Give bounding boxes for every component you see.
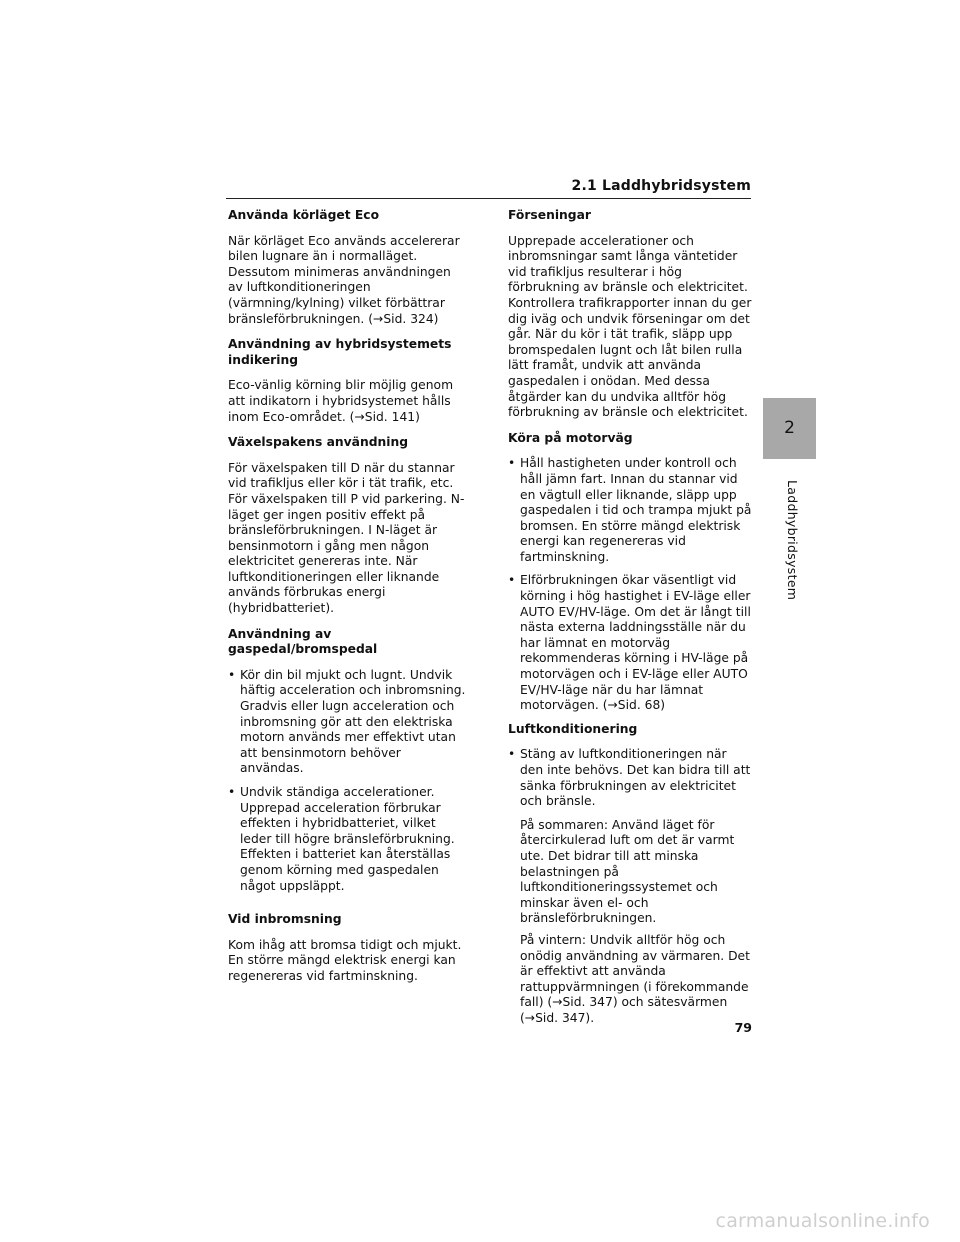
bullet-icon: • xyxy=(508,747,516,762)
heading-gear-lever: Växelspakens användning xyxy=(228,435,409,450)
list-item xyxy=(228,785,468,894)
list-item xyxy=(508,747,752,809)
bullet-text: Stäng av luftkonditioneringen när den inte behövs. Det kan bidra till att sänka förbrukningen av elektricitet och bränsle. xyxy=(520,747,751,809)
heading-highway: Köra på motorväg xyxy=(508,430,633,445)
heading-pedals: Användning av gaspedal/bromspedal xyxy=(228,626,378,657)
heading-delays: Förseningar xyxy=(508,208,591,222)
watermark: carmanualsonline.info xyxy=(715,1210,930,1232)
paragraph-winter: På vintern: Undvik alltför hög och onödig användning av värmaren. Det är effektivt att använda rattuppvärmningen (i förekommande fall) (→Sid. 347) och sätesvärmen (→Sid. 347). xyxy=(520,932,750,1025)
paragraph-braking: Kom ihåg att bromsa tidigt och mjukt. En större mängd elektrisk energi kan regenereras vid fartminskning. xyxy=(228,937,462,983)
chapter-number: 2 xyxy=(784,418,795,438)
list-item xyxy=(508,573,752,713)
section-title: 2.1 Laddhybridsystem xyxy=(571,178,751,194)
chapter-side-label: Laddhybridsystem xyxy=(785,480,800,601)
bullet-icon: • xyxy=(228,785,236,799)
heading-air-conditioning: Luftkonditionering xyxy=(508,721,638,736)
bullet-text: Elförbrukningen ökar väsentligt vid körning i hög hastighet i EV-läge eller AUTO EV/HV-läge. Om det är långt till nästa externa laddningsställe när du har lämnat en motorväg rekommenderas körning i HV-läge på motorvägen och i EV-läge eller AUTO EV/HV-läge när du har lämnat motorvägen. (→Sid. 68) xyxy=(520,573,751,713)
paragraph-summer: På sommaren: Använd läget för återcirkulerad luft om det är varmt ute. Det bidrar till att minska belastningen på luftkonditioneringssystemet och minskar även el- och bränsleförbrukningen. xyxy=(520,817,735,926)
bullet-icon: • xyxy=(228,667,236,682)
left-column xyxy=(228,208,468,995)
paragraph-gear-lever: För växelspaken till D när du stannar vid trafikljus eller kör i tät trafik, etc. För växelspaken till P vid parkering. N-läget ger ingen positiv effekt på bränsleförbrukningen. I N-läget är bensinmotorn i gång men någon elektricitet genereras inte. När luftkonditioneringen eller liknande används förbrukas energi (hybridbatteriet). xyxy=(228,460,465,616)
bullet-text: Undvik ständiga accelerationer. Upprepad acceleration förbrukar effekten i hybridbatteriet, vilket leder till högre bränsleförbrukning. Effekten i batteriet kan återställas genom körning med gaspedalen något uppsläppt. xyxy=(240,785,455,893)
bullet-icon: • xyxy=(508,573,516,588)
list-item xyxy=(228,668,468,777)
paragraph-eco-mode: När körläget Eco används accelererar bilen lugnare än i normalläget. Dessutom minimeras användningen av luftkonditioneringen (värmning/kylning) vilket förbättrar bränsleförbrukningen. (→Sid. 324) xyxy=(228,233,460,326)
heading-braking: Vid inbromsning xyxy=(228,912,342,927)
bullet-icon: • xyxy=(508,456,516,471)
page-header xyxy=(226,180,751,199)
heading-eco-mode: Använda körläget Eco xyxy=(228,208,380,222)
right-column xyxy=(508,208,752,1033)
bullet-text: Kör din bil mjukt och lugnt. Undvik häftig acceleration och inbromsning. Gradvis eller lugn acceleration och inbromsning gör att den elektriska motorn används mer effektivt utan att bensinmotorn behöver användas. xyxy=(240,667,466,776)
spacer xyxy=(228,902,468,912)
paragraph-delays: Upprepade accelerationer och inbromsningar samt långa väntetider vid trafikljus resulterar i hög förbrukning av bränsle och elektricitet. Kontrollera trafikrapporter innan du ger dig iväg och undvik förseningar om det går. När du kör i tät trafik, släpp upp bromspedalen lugnt och låt bilen rulla lätt framåt, undvik att använda gaspedalen i onödan. Med dessa åtgärder kan du undvika alltför hög förbrukning av bränsle och elektricitet. xyxy=(508,233,752,420)
chapter-tab xyxy=(763,398,816,459)
heading-hybrid-indicator: Användning av hybridsystemets indikering xyxy=(228,337,452,367)
list-item xyxy=(508,456,752,565)
page-number: 79 xyxy=(734,1020,752,1035)
paragraph-hybrid-indicator: Eco-vänlig körning blir möjlig genom att indikatorn i hybridsystemet hålls inom Eco-området. (→Sid. 141) xyxy=(228,378,454,424)
bullet-text: Håll hastigheten under kontroll och håll jämn fart. Innan du stannar vid en vägtull eller liknande, släpp upp gaspedalen i tid och trampa mjukt på bromsen. En större mängd elektrisk energi kan regenereras vid fartminskning. xyxy=(520,456,752,564)
